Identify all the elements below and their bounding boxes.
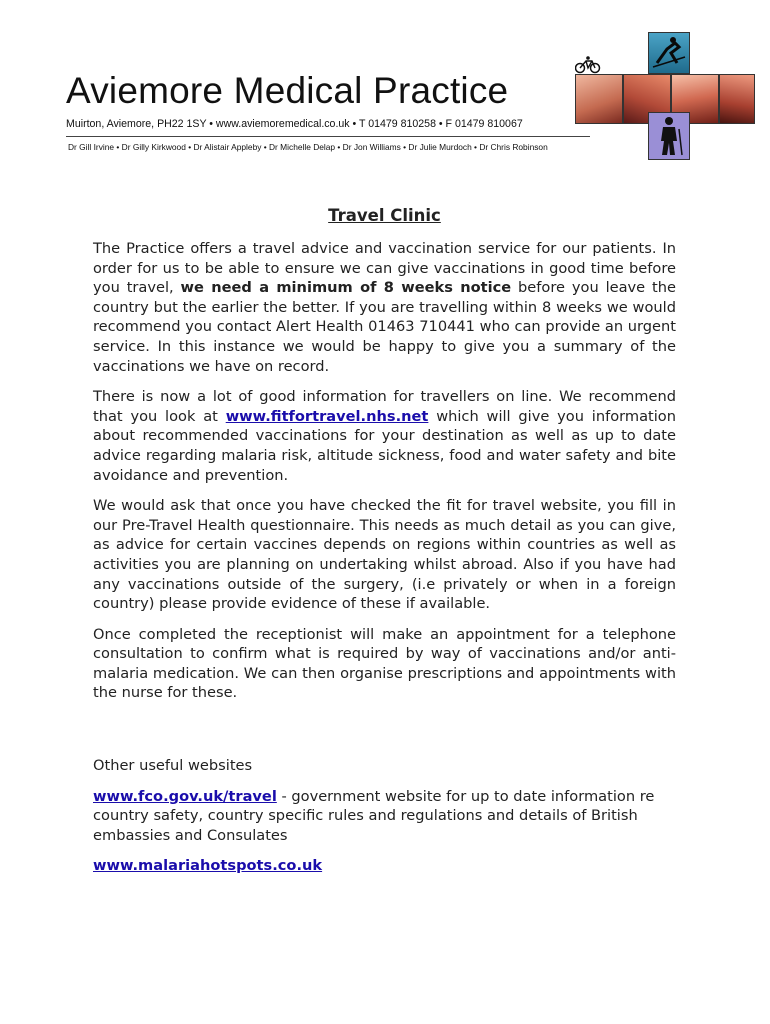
divider xyxy=(66,136,590,137)
online-info-text-a: There is now a lot of good information for travellers on line. We recommend that you look at xyxy=(93,388,676,425)
malariahotspots-link[interactable]: www.malariahotspots.co.uk xyxy=(93,857,323,875)
intro-text-b: before you leave the country but the earlier the better. If you are travelling within 8 weeks we would recommend you contact Alert Health 01463 710441 who can provide an urgent service. In this instance we would be happy to give you a summary of the vaccinations we have on record. xyxy=(93,279,676,375)
photo-collage xyxy=(575,30,760,160)
intro-paragraph xyxy=(93,239,676,376)
letterhead xyxy=(0,0,770,170)
loch-photo-1 xyxy=(575,74,623,124)
online-info-text-b: which will give you information about recommended vaccinations for your destination as well as up to date advice regarding malaria risk, altitude sickness, food and water safety and bite avoidance and prevention. xyxy=(93,407,676,484)
loch-photo-4 xyxy=(719,74,755,124)
other-websites-heading: Other useful websites xyxy=(93,757,253,775)
fitfortravel-link[interactable]: www.fitfortravel.nhs.net xyxy=(225,407,429,425)
malaria-paragraph xyxy=(93,856,676,876)
page-title: Travel Clinic xyxy=(328,206,441,225)
notice-emphasis: we need a minimum of 8 weeks notice xyxy=(180,279,512,297)
intro-text-a: The Practice offers a travel advice and vaccination service for our patients. In order for us to be able to ensure we can give vaccinations in good time before you travel, xyxy=(93,240,676,297)
fco-link[interactable]: www.fco.gov.uk/travel xyxy=(93,787,277,805)
spacer xyxy=(93,714,676,756)
fco-paragraph xyxy=(93,787,676,846)
practice-name: Aviemore Medical Practice xyxy=(66,70,509,111)
hiker-photo xyxy=(648,112,690,160)
address-line: Muirton, Aviemore, PH22 1SY • www.aviemoremedical.co.uk • T 01479 810258 • F 01479 810067 xyxy=(66,118,523,130)
document-body xyxy=(93,206,676,887)
fco-description: - government website for up to date information re country safety, country specific rules and regulations and details of British embassies and Consulates xyxy=(93,787,655,844)
skier-photo xyxy=(648,32,690,74)
questionnaire-paragraph: We would ask that once you have checked the fit for travel website, you fill in our Pre-Travel Health questionnaire. This needs as much detail as you can give, as advice for certain vaccines depends on regions within countries as well as activities you are planning on undertaking whilst abroad. Also if you have had any vaccinations outside of the surgery, (i.e privately or when in a foreign country) please provide evidence of these if available. xyxy=(93,497,676,613)
online-info-paragraph xyxy=(93,387,676,485)
doctors-list: Dr Gill Irvine • Dr Gilly Kirkwood • Dr Alistair Appleby • Dr Michelle Delap • Dr Jon Williams • Dr Julie Murdoch • Dr Chris Robinson xyxy=(68,142,548,152)
consultation-paragraph: Once completed the receptionist will make an appointment for a telephone consultation to confirm what is required by way of vaccinations and/or anti-malaria medication. We can then organise prescriptions and appointments with the nurse for these. xyxy=(93,625,676,702)
